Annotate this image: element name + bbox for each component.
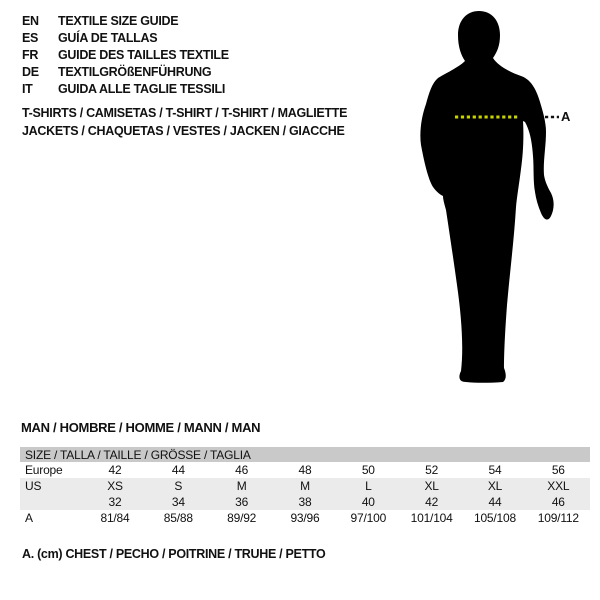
category-line-tshirts: T-SHIRTS / CAMISETAS / T-SHIRT / T-SHIRT / MAGLIETTE <box>22 106 348 120</box>
size-cell: 85/88 <box>163 511 193 525</box>
language-code: FR <box>22 47 39 62</box>
size-cell: 32 <box>108 495 122 509</box>
size-table-row <box>20 494 590 510</box>
size-row-label <box>20 494 83 510</box>
language-row <box>22 80 229 97</box>
size-cell: 56 <box>551 463 565 477</box>
size-cell: 36 <box>235 495 249 509</box>
size-cell: 52 <box>425 463 439 477</box>
language-row <box>22 63 229 80</box>
man-silhouette <box>420 11 553 383</box>
category-line-jackets: JACKETS / CHAQUETAS / VESTES / JACKEN / GIACCHE <box>22 124 345 138</box>
size-cell: 101/104 <box>410 511 453 525</box>
size-cell: 42 <box>108 463 122 477</box>
size-cell: 48 <box>298 463 312 477</box>
size-table <box>20 447 590 526</box>
size-cell: S <box>174 479 183 493</box>
language-row <box>22 46 229 63</box>
size-cell: 50 <box>361 463 375 477</box>
size-cell: M <box>236 479 247 493</box>
size-cell: XS <box>107 479 123 493</box>
size-cell: 46 <box>551 495 565 509</box>
section-title-man: MAN / HOMBRE / HOMME / MANN / MAN <box>21 420 261 435</box>
language-code: ES <box>22 30 39 45</box>
language-code: IT <box>22 81 33 96</box>
language-label: TEXTILGRÖßENFÜHRUNG <box>58 64 212 79</box>
language-label: TEXTILE SIZE GUIDE <box>58 13 179 28</box>
size-cell: 89/92 <box>227 511 257 525</box>
man-silhouette-figure <box>400 5 575 390</box>
category-lines <box>22 104 347 140</box>
language-code: DE <box>22 64 39 79</box>
size-cell: XL <box>424 479 439 493</box>
size-cell: 109/112 <box>537 511 579 525</box>
size-cell: 81/84 <box>100 511 130 525</box>
measurement-label-a: A <box>561 109 571 124</box>
size-cell: 105/108 <box>473 511 516 525</box>
footnote-chest: A. (cm) CHEST / PECHO / POITRINE / TRUHE / PETTO <box>22 547 326 561</box>
size-cell: 42 <box>425 495 439 509</box>
size-cell: 40 <box>361 495 375 509</box>
size-row-label: US <box>25 479 42 493</box>
size-cell: M <box>300 479 310 493</box>
size-cell: 54 <box>488 463 502 477</box>
size-table-row <box>20 462 590 478</box>
size-cell: 44 <box>488 495 502 509</box>
language-row <box>22 29 229 46</box>
language-label: GUÍA DE TALLAS <box>58 30 158 45</box>
size-cell: 44 <box>171 463 185 477</box>
size-cell: 93/96 <box>290 511 320 525</box>
size-table-row <box>20 510 590 526</box>
size-table-header: SIZE / TALLA / TAILLE / GRÖSSE / TAGLIA <box>20 447 590 462</box>
language-row <box>22 12 229 29</box>
size-table-row <box>20 478 590 494</box>
language-code: EN <box>22 13 39 28</box>
size-cell: XXL <box>547 479 570 493</box>
size-cell: 46 <box>235 463 249 477</box>
language-label: GUIDA ALLE TAGLIE TESSILI <box>58 81 226 96</box>
language-list <box>22 12 229 97</box>
size-cell: 38 <box>298 495 312 509</box>
size-row-label: Europe <box>25 463 63 477</box>
size-table-header-row <box>20 447 590 462</box>
size-cell: 34 <box>171 495 185 509</box>
size-row-label: A <box>25 511 33 525</box>
size-cell: 97/100 <box>350 511 387 525</box>
language-label: GUIDE DES TAILLES TEXTILE <box>58 47 229 62</box>
size-cell: XL <box>487 479 503 493</box>
size-cell: L <box>365 479 372 493</box>
